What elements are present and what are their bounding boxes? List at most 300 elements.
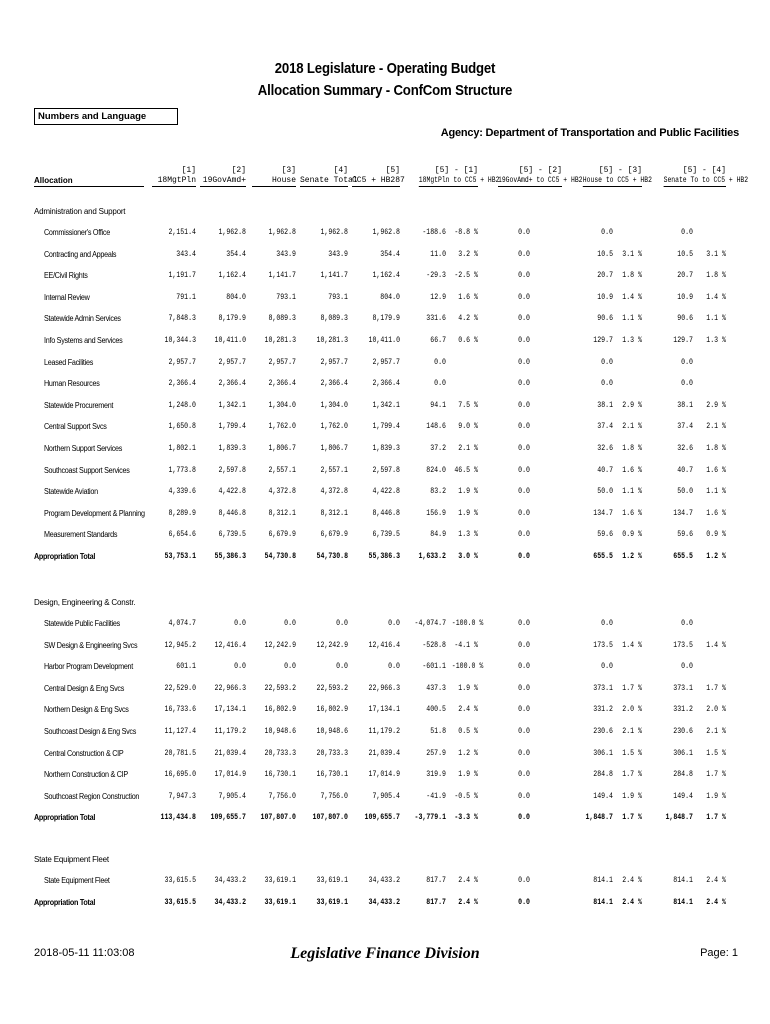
cell-value: 0.9 % (622, 530, 642, 540)
cell-value: 84.9 (430, 530, 446, 540)
cell-value: 793.1 (328, 292, 348, 302)
cell-value: 109,655.7 (364, 813, 400, 823)
cell-value: 1,304.0 (320, 400, 348, 410)
table-row (0, 619, 770, 631)
allocation-name: Northern Construction & CIP (44, 770, 128, 780)
cell-value: 1.3 % (706, 336, 726, 345)
cell-value: 0.0 (518, 897, 530, 907)
cell-value: 1,762.0 (320, 422, 348, 432)
cell-value: 50.0 (597, 487, 613, 497)
cell-value: 51.8 (430, 727, 446, 736)
cell-value: 2.1 % (706, 422, 726, 432)
cell-value: 2,957.7 (320, 357, 348, 367)
cell-value: 1,962.8 (320, 228, 348, 237)
table-row (0, 314, 770, 326)
header-c3-name: House (252, 176, 296, 187)
cell-value: 354.4 (380, 249, 400, 259)
cell-value: 1.1 % (706, 314, 726, 324)
cell-value: 4,372.8 (268, 487, 296, 497)
header-c1-name: 18MgtPln (152, 176, 196, 187)
table-row (0, 271, 770, 283)
cell-value: 0.0 (518, 552, 530, 561)
cell-value: 4,422.8 (372, 487, 400, 497)
cell-value: 6,679.9 (268, 530, 296, 540)
report-timestamp: 2018-05-11 11:03:08 (34, 947, 135, 959)
cell-value: 1.8 % (706, 444, 726, 453)
cell-value: 814.1 (673, 897, 693, 907)
allocation-name: Southcoast Design & Eng Svcs (44, 727, 137, 736)
cell-value: 2.9 % (706, 400, 726, 410)
cell-value: 1.9 % (458, 683, 478, 693)
cell-value: 0.0 (518, 292, 530, 302)
cell-value: 0.0 (601, 379, 613, 389)
cell-value: 16,730.1 (264, 770, 296, 780)
cell-value: 10,411.0 (368, 336, 400, 345)
cell-value: 0.0 (518, 640, 530, 650)
cell-value: 1.6 % (622, 508, 642, 518)
allocation-name: Statewide Public Facilities (44, 619, 120, 628)
cell-value: -41.9 (426, 791, 446, 801)
cell-value: 16,730.1 (316, 770, 348, 780)
cell-value: 2.4 % (458, 897, 478, 907)
cell-value: 21,039.4 (368, 748, 400, 758)
cell-value: 7,848.3 (168, 314, 196, 324)
cell-value: 156.9 (426, 508, 446, 518)
cell-value: 0.0 (518, 748, 530, 758)
allocation-name: Appropriation Total (34, 552, 96, 561)
cell-value: 20,733.3 (264, 748, 296, 758)
cell-value: 2.4 % (706, 876, 726, 885)
cell-value: 1,633.2 (418, 552, 446, 561)
cell-value: 16,695.0 (164, 770, 196, 780)
cell-value: 134.7 (593, 508, 613, 518)
cell-value: 1.6 % (622, 465, 642, 475)
table-row (0, 293, 770, 305)
allocation-name: Leased Facilities (44, 357, 94, 367)
cell-value: 2,366.4 (268, 379, 296, 389)
cell-value: 2.1 % (622, 727, 642, 736)
cell-value: 2,957.7 (168, 357, 196, 367)
cell-value: 8,089.3 (268, 314, 296, 324)
table-row (0, 705, 770, 717)
cell-value: 2.4 % (458, 705, 478, 715)
cell-value: 1.7 % (622, 683, 642, 693)
cell-value: 2,597.8 (218, 465, 246, 475)
cell-value: 37.4 (597, 422, 613, 432)
table-row (0, 792, 770, 804)
cell-value: 655.5 (673, 552, 693, 561)
cell-value: 1,162.4 (218, 271, 246, 281)
cell-value: 107,807.0 (312, 813, 348, 823)
cell-value: 1.7 % (622, 813, 642, 823)
table-row (0, 727, 770, 739)
cell-value: 1,762.0 (268, 422, 296, 432)
cell-value: 0.0 (388, 619, 400, 628)
cell-value: 2.1 % (622, 422, 642, 432)
cell-value: 0.0 (234, 662, 246, 672)
cell-value: 4,422.8 (218, 487, 246, 497)
cell-value: 1.4 % (622, 292, 642, 302)
cell-value: 2,366.4 (320, 379, 348, 389)
cell-value: 1,162.4 (372, 271, 400, 281)
cell-value: 53,753.1 (164, 552, 196, 561)
header-c1-num: [1] (181, 166, 196, 175)
cell-value: 12,945.2 (164, 640, 196, 650)
table-row (0, 662, 770, 674)
cell-value: 1.1 % (706, 487, 726, 497)
cell-value: 0.0 (518, 465, 530, 475)
header-d2-name: 19GovAmd+ to CC5 + HB2 (498, 176, 583, 185)
cell-value: -100.0 % (451, 619, 484, 628)
section-header: State Equipment Fleet (34, 855, 109, 864)
allocation-name: State Equipment Fleet (44, 876, 110, 885)
cell-value: 331.6 (426, 314, 446, 324)
cell-value: 1,141.7 (268, 271, 296, 281)
cell-value: -528.8 (422, 640, 446, 650)
cell-value: 16,802.9 (316, 705, 348, 715)
cell-value: 113,434.8 (160, 813, 196, 823)
cell-value: 1,962.8 (268, 228, 296, 237)
cell-value: 354.4 (226, 249, 246, 259)
allocation-name: Central Construction & CIP (44, 748, 124, 758)
cell-value: 10,344.3 (164, 336, 196, 345)
cell-value: 0.0 (601, 662, 613, 672)
cell-value: 0.0 (518, 400, 530, 410)
header-c3-num: [3] (281, 166, 296, 175)
allocation-name: Southcoast Region Construction (44, 791, 140, 801)
cell-value: 0.0 (434, 379, 446, 389)
cell-value: 148.6 (426, 422, 446, 432)
cell-value: 8,446.8 (372, 508, 400, 518)
cell-value: 46.5 % (454, 465, 478, 475)
cell-value: 20,781.5 (164, 748, 196, 758)
allocation-name: Human Resources (44, 379, 100, 389)
cell-value: -3,779.1 (414, 813, 446, 823)
allocation-name: Appropriation Total (34, 813, 96, 823)
table-row (0, 444, 770, 456)
cell-value: 11.0 (430, 249, 446, 259)
cell-value: 10,948.6 (264, 727, 296, 736)
cell-value: 0.0 (434, 357, 446, 367)
cell-value: 1,650.8 (168, 422, 196, 432)
cell-value: 20.7 (597, 271, 613, 281)
cell-value: 10.9 (597, 292, 613, 302)
cell-value: 230.6 (593, 727, 613, 736)
allocation-name: EE/Civil Rights (44, 271, 88, 281)
cell-value: 54,730.8 (264, 552, 296, 561)
section-header: Administration and Support (34, 207, 126, 216)
cell-value: 11,127.4 (164, 727, 196, 736)
cell-value: 173.5 (593, 640, 613, 650)
page-number: Page: 1 (700, 947, 738, 959)
cell-value: 1,839.3 (218, 444, 246, 453)
header-d3-name: House to CC5 + HB2 (582, 176, 652, 185)
cell-value: 0.0 (518, 508, 530, 518)
cell-value: 0.0 (518, 791, 530, 801)
cell-value: 814.1 (593, 876, 613, 885)
agency-label: Agency: Department of Transportation and Public Facilities (440, 127, 739, 139)
appropriation-total-row (0, 813, 770, 825)
allocation-name: Internal Review (44, 292, 90, 302)
header-d4-name: Senate To to CC5 + HB2 (663, 176, 749, 185)
cell-value: 331.2 (673, 705, 693, 715)
cell-value: 17,134.1 (214, 705, 246, 715)
cell-value: 1,962.8 (372, 228, 400, 237)
cell-value: 4,339.6 (168, 487, 196, 497)
cell-value: 1.5 % (706, 748, 726, 758)
cell-value: -8.8 % (454, 228, 478, 237)
allocation-name: Info Systems and Services (44, 336, 123, 345)
cell-value: 109,655.7 (210, 813, 246, 823)
cell-value: 2,557.1 (320, 465, 348, 475)
cell-value: 1.6 % (706, 508, 726, 518)
cell-value: 793.1 (276, 292, 296, 302)
cell-value: 284.8 (673, 770, 693, 780)
cell-value: 8,179.9 (218, 314, 246, 324)
appropriation-total-row (0, 898, 770, 910)
table-row (0, 749, 770, 761)
cell-value: 1.6 % (458, 292, 478, 302)
cell-value: 17,134.1 (368, 705, 400, 715)
cell-value: 1.8 % (622, 444, 642, 453)
cell-value: 1,839.3 (372, 444, 400, 453)
cell-value: 373.1 (593, 683, 613, 693)
cell-value: 306.1 (593, 748, 613, 758)
cell-value: 306.1 (673, 748, 693, 758)
cell-value: -188.6 (422, 228, 446, 237)
cell-value: 1.7 % (706, 813, 726, 823)
cell-value: -2.5 % (454, 271, 478, 281)
cell-value: 1.2 % (622, 552, 642, 561)
cell-value: 12,242.9 (316, 640, 348, 650)
section-header: Design, Engineering & Constr. (34, 598, 136, 607)
cell-value: 20.7 (677, 271, 693, 281)
cell-value: 0.0 (518, 314, 530, 324)
table-row (0, 770, 770, 782)
header-d4-num: [5] - [4] (682, 166, 726, 175)
cell-value: 1.6 % (706, 465, 726, 475)
cell-value: 90.6 (677, 314, 693, 324)
cell-value: 331.2 (593, 705, 613, 715)
allocation-name: Southcoast Support Services (44, 465, 130, 475)
cell-value: 1,773.8 (168, 465, 196, 475)
header-c5-name: CC5 + HB287 (352, 176, 405, 185)
cell-value: 1.7 % (622, 770, 642, 780)
cell-value: 54,730.8 (316, 552, 348, 561)
cell-value: 257.9 (426, 748, 446, 758)
allocation-name: Statewide Procurement (44, 400, 114, 410)
cell-value: 107,807.0 (260, 813, 296, 823)
cell-value: 0.0 (681, 379, 693, 389)
cell-value: 0.0 (518, 770, 530, 780)
cell-value: 824.0 (426, 465, 446, 475)
cell-value: 134.7 (673, 508, 693, 518)
cell-value: 1.8 % (622, 271, 642, 281)
cell-value: 17,014.9 (214, 770, 246, 780)
cell-value: 0.0 (336, 619, 348, 628)
cell-value: 2,151.4 (168, 228, 196, 237)
table-row (0, 422, 770, 434)
cell-value: 3.2 % (458, 249, 478, 259)
cell-value: 601.1 (176, 662, 196, 672)
cell-value: 0.0 (388, 662, 400, 672)
cell-value: 7,905.4 (372, 791, 400, 801)
cell-value: 2.4 % (458, 876, 478, 885)
cell-value: 7,756.0 (320, 791, 348, 801)
cell-value: 2.4 % (622, 897, 642, 907)
cell-value: 0.0 (601, 619, 613, 628)
cell-value: -29.3 (426, 271, 446, 281)
allocation-name: Harbor Program Development (44, 662, 134, 672)
header-d1-name: 18MgtPln to CC5 + HB2 (418, 176, 500, 185)
cell-value: 0.0 (518, 228, 530, 237)
cell-value: 1.9 % (706, 791, 726, 801)
cell-value: -4,074.7 (414, 619, 446, 628)
appropriation-total-row (0, 552, 770, 564)
cell-value: 149.4 (673, 791, 693, 801)
cell-value: 1.9 % (458, 770, 478, 780)
cell-value: 37.4 (677, 422, 693, 432)
cell-value: 0.0 (518, 487, 530, 497)
cell-value: 0.0 (518, 727, 530, 736)
cell-value: 6,739.5 (218, 530, 246, 540)
cell-value: 22,593.2 (264, 683, 296, 693)
cell-value: -3.3 % (454, 813, 478, 823)
cell-value: 2,366.4 (218, 379, 246, 389)
cell-value: 0.0 (518, 705, 530, 715)
cell-value: 1.2 % (458, 748, 478, 758)
cell-value: 2,366.4 (168, 379, 196, 389)
cell-value: 34,433.2 (368, 897, 400, 907)
cell-value: 0.0 (284, 619, 296, 628)
cell-value: 0.0 (518, 379, 530, 389)
cell-value: 149.4 (593, 791, 613, 801)
cell-value: 40.7 (677, 465, 693, 475)
cell-value: 1.7 % (706, 770, 726, 780)
cell-value: 173.5 (673, 640, 693, 650)
table-row (0, 466, 770, 478)
cell-value: 34,433.2 (214, 897, 246, 907)
cell-value: 10.5 (677, 249, 693, 259)
cell-value: 0.0 (601, 228, 613, 237)
allocation-name: Statewide Admin Services (44, 314, 121, 324)
cell-value: 12,416.4 (368, 640, 400, 650)
cell-value: 1,191.7 (168, 271, 196, 281)
cell-value: 1,248.0 (168, 400, 196, 410)
cell-value: 2,557.1 (268, 465, 296, 475)
allocation-name: Measurement Standards (44, 530, 118, 540)
allocation-name: Statewide Aviation (44, 487, 98, 497)
cell-value: 59.6 (597, 530, 613, 540)
cell-value: 791.1 (176, 292, 196, 302)
cell-value: 0.6 % (458, 336, 478, 345)
cell-value: 1,304.0 (268, 400, 296, 410)
cell-value: 1.2 % (706, 552, 726, 561)
cell-value: 0.0 (234, 619, 246, 628)
cell-value: 230.6 (673, 727, 693, 736)
table-row (0, 358, 770, 370)
cell-value: -100.0 % (451, 662, 484, 672)
cell-value: 55,386.3 (214, 552, 246, 561)
cell-value: 1.4 % (706, 292, 726, 302)
numbers-language-tag: Numbers and Language (34, 108, 178, 125)
cell-value: 66.7 (430, 336, 446, 345)
cell-value: 373.1 (673, 683, 693, 693)
cell-value: 0.0 (518, 422, 530, 432)
cell-value: 319.9 (426, 770, 446, 780)
cell-value: 804.0 (226, 292, 246, 302)
cell-value: 814.1 (673, 876, 693, 885)
cell-value: 0.0 (336, 662, 348, 672)
report-subtitle: Allocation Summary - ConfCom Structure (257, 82, 513, 99)
cell-value: 0.0 (518, 662, 530, 672)
cell-value: 1.1 % (622, 487, 642, 497)
division-signature: Legislative Finance Division (290, 945, 480, 962)
cell-value: 2,957.7 (218, 357, 246, 367)
cell-value: 1.5 % (622, 748, 642, 758)
allocation-name: SW Design & Engineering Svcs (44, 640, 138, 650)
cell-value: 1,962.8 (218, 228, 246, 237)
cell-value: 0.0 (681, 228, 693, 237)
cell-value: 0.0 (681, 662, 693, 672)
table-row (0, 509, 770, 521)
cell-value: 0.0 (518, 530, 530, 540)
cell-value: 2.4 % (622, 876, 642, 885)
cell-value: 1,806.7 (268, 444, 296, 453)
table-row (0, 641, 770, 653)
cell-value: 804.0 (380, 292, 400, 302)
allocation-name: Northern Design & Eng Svcs (44, 705, 129, 715)
cell-value: 8,289.9 (168, 508, 196, 518)
cell-value: 16,733.6 (164, 705, 196, 715)
cell-value: 0.0 (518, 357, 530, 367)
table-row (0, 876, 770, 888)
header-d2-num: [5] - [2] (518, 166, 562, 175)
cell-value: 0.0 (601, 357, 613, 367)
cell-value: 1.1 % (622, 314, 642, 324)
cell-value: 10.5 (597, 249, 613, 259)
cell-value: 343.4 (176, 249, 196, 259)
cell-value: 11,179.2 (214, 727, 246, 736)
cell-value: 2.0 % (622, 705, 642, 715)
cell-value: 33,615.5 (164, 876, 196, 885)
header-d3-num: [5] - [3] (598, 166, 642, 175)
cell-value: 7.5 % (458, 400, 478, 410)
cell-value: 7,905.4 (218, 791, 246, 801)
cell-value: 814.1 (593, 897, 613, 907)
allocation-name: Contracting and Appeals (44, 249, 117, 259)
cell-value: 0.5 % (458, 727, 478, 736)
cell-value: 59.6 (677, 530, 693, 540)
header-c2-num: [2] (231, 166, 246, 175)
cell-value: 32.6 (677, 444, 693, 453)
cell-value: 1.4 % (622, 640, 642, 650)
cell-value: 34,433.2 (368, 876, 400, 885)
cell-value: 6,679.9 (320, 530, 348, 540)
cell-value: 0.0 (518, 271, 530, 281)
cell-value: 4,372.8 (320, 487, 348, 497)
cell-value: 10,411.0 (214, 336, 246, 345)
allocation-name: Commissioner's Office (44, 228, 110, 237)
cell-value: 2.0 % (706, 705, 726, 715)
cell-value: 1,141.7 (320, 271, 348, 281)
allocation-name: Central Design & Eng Svcs (44, 683, 125, 693)
cell-value: 38.1 (677, 400, 693, 410)
cell-value: 1,799.4 (372, 422, 400, 432)
cell-value: 1,802.1 (168, 444, 196, 453)
cell-value: 33,619.1 (264, 897, 296, 907)
cell-value: 1.7 % (706, 683, 726, 693)
